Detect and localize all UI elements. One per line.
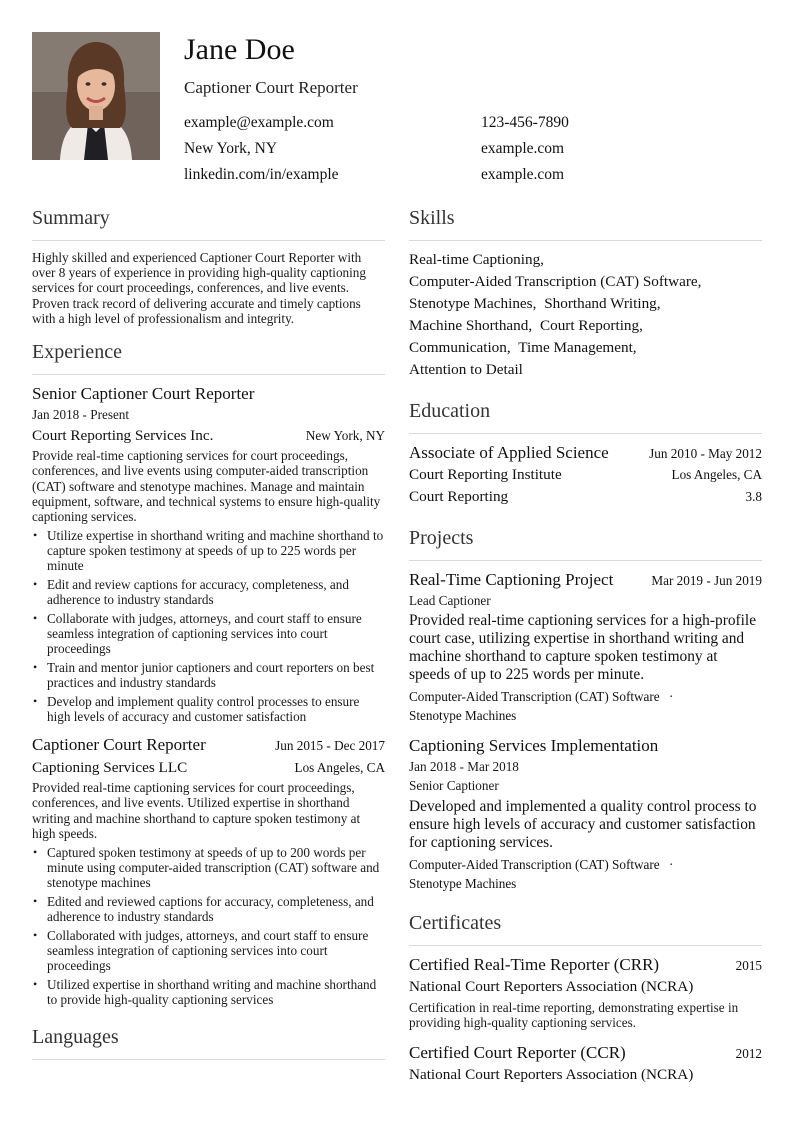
job-entry — [32, 383, 385, 724]
job-bullet: • Train and mentor junior captioners and court reporters on best practices and industry standards — [32, 660, 385, 690]
certificate-year: 2015 — [735, 957, 762, 973]
job-location: Los Angeles, CA — [294, 760, 385, 776]
job-title: Captioner Court Reporter — [32, 735, 206, 755]
education-field: Court Reporting — [409, 488, 509, 505]
project-keywords — [409, 687, 762, 725]
education-gpa: 3.8 — [745, 489, 762, 504]
job-company: Court Reporting Services Inc. — [32, 427, 214, 445]
candidate-title: Captioner Court Reporter — [184, 78, 358, 97]
project-keywords — [409, 855, 762, 893]
job-title: Senior Captioner Court Reporter — [32, 384, 255, 404]
languages-section — [32, 1023, 385, 1060]
job-bullet: • Edit and review captions for accuracy, completeness, and adherence to industry standards — [32, 577, 385, 607]
contact-location: New York, NY — [184, 140, 278, 157]
certificate-issuer: National Court Reporters Association (NCRA) — [409, 1066, 694, 1084]
job-bullet: • Captured spoken testimony at speeds of up to 200 words per minute using computer-aided transcription (CAT) software and stenotype machines — [32, 845, 385, 890]
project-keyword: Computer-Aided Transcription (CAT) Software — [409, 856, 660, 872]
projects-heading: Projects — [409, 524, 762, 561]
skill-tag: Stenotype Machines, — [409, 295, 537, 312]
skills-list — [409, 249, 762, 381]
job-bullet: • Edited and reviewed captions for accuracy, completeness, and adherence to industry standards — [32, 894, 385, 924]
project-keyword: Stenotype Machines — [409, 708, 517, 724]
certificate-description: Certification in real-time reporting, demonstrating expertise in providing high-quality captioning services. — [409, 999, 739, 1030]
contact-website[interactable]: example.com — [481, 140, 565, 157]
project-title: Captioning Services Implementation — [409, 736, 659, 756]
right-column — [409, 204, 762, 1086]
education-heading: Education — [409, 397, 762, 434]
contact-website-2[interactable]: example.com — [481, 166, 565, 183]
skill-tag: Communication, — [409, 339, 511, 356]
contact-email[interactable]: example@example.com — [184, 114, 334, 131]
job-description: Provided real-time captioning services for court proceedings, conferences, and live events. Utilized expertise in shorthand writing and machine shorthand to capture spoken testimony at high speeds. — [32, 780, 361, 841]
job-bullets — [32, 528, 385, 724]
job-description: Provide real-time captioning services for court proceedings, conferences, and live events using computer-aided transcription (CAT) software and stenotype machines. Manage and maintain equipment, software, and technical systems to ensure high-quality captioning services. — [32, 448, 381, 525]
job-dates: Jan 2018 - Present — [32, 407, 130, 423]
project-dates: Mar 2019 - Jun 2019 — [651, 573, 762, 588]
keyword-separator: · — [668, 689, 674, 705]
summary-heading: Summary — [32, 204, 385, 241]
certificate-entry — [409, 1042, 762, 1086]
education-dates: Jun 2010 - May 2012 — [649, 446, 762, 461]
education-institution: Court Reporting Institute — [409, 466, 562, 483]
skills-section — [409, 204, 762, 381]
project-entry — [409, 735, 762, 892]
certificate-issuer: National Court Reporters Association (NCRA) — [409, 977, 694, 995]
skill-tag: Real-time Captioning, — [409, 251, 544, 268]
project-role: Senior Captioner — [409, 778, 499, 794]
skill-tag: Machine Shorthand, — [409, 317, 533, 334]
summary-text: Highly skilled and experienced Captioner Court Reporter with over 8 years of experience in providing high-quality captioning services for court proceedings, conferences, and live events. Proven track record of delivering accurate and timely captions with a high level of professionalism and integrity. — [32, 250, 366, 326]
skill-tag: Attention to Detail — [409, 361, 523, 378]
job-bullet: • Collaborated with judges, attorneys, and court staff to ensure seamless integration of captioning services into court proceedings — [32, 928, 385, 973]
job-bullet: • Utilized expertise in shorthand writing and machine shorthand to provide high-quality captioning services — [32, 977, 385, 1007]
certificates-heading: Certificates — [409, 909, 762, 946]
project-description: Provided real-time captioning services for a high-profile court case, utilizing expertise in shorthand writing and machine shorthand to capture spoken testimony at speeds of up to 225 words per minute. — [409, 612, 757, 684]
job-entry — [32, 734, 385, 1007]
left-column — [32, 204, 385, 1068]
project-title: Real-Time Captioning Project — [409, 570, 614, 589]
certificates-section — [409, 909, 762, 1086]
certificate-entry — [409, 954, 762, 1030]
skill-tag: Time Management, — [518, 339, 637, 356]
project-description: Developed and implemented a quality control process to ensure high levels of accuracy and customer satisfaction for captioning services. — [409, 797, 757, 851]
keyword-separator: · — [668, 856, 674, 872]
contact-phone[interactable]: 123-456-7890 — [481, 114, 569, 131]
education-location: Los Angeles, CA — [671, 467, 762, 482]
project-dates: Jan 2018 - Mar 2018 — [409, 759, 519, 775]
languages-heading: Languages — [32, 1023, 385, 1060]
candidate-name: Jane Doe — [184, 33, 295, 66]
job-bullet: • Collaborate with judges, attorneys, and court staff to ensure seamless integration of captioning services into court proceedings — [32, 611, 385, 656]
skills-heading: Skills — [409, 204, 762, 241]
certificate-title: Certified Real-Time Reporter (CRR) — [409, 954, 660, 974]
contact-linkedin[interactable]: linkedin.com/in/example — [184, 166, 339, 183]
project-role: Lead Captioner — [409, 593, 491, 608]
job-bullet: • Utilize expertise in shorthand writing and machine shorthand to capture spoken testimony at speeds of up to 225 words per minute — [32, 528, 385, 573]
job-bullet: • Develop and implement quality control processes to ensure high levels of accuracy and customer satisfaction — [32, 694, 385, 724]
project-keyword: Stenotype Machines — [409, 875, 517, 891]
job-location: New York, NY — [305, 428, 385, 444]
job-bullets — [32, 845, 385, 1007]
project-entry — [409, 569, 762, 725]
job-company: Captioning Services LLC — [32, 759, 188, 777]
project-keyword: Computer-Aided Transcription (CAT) Software — [409, 689, 660, 705]
experience-section — [32, 338, 385, 1007]
experience-heading: Experience — [32, 338, 385, 375]
profile-photo — [32, 32, 160, 160]
job-dates: Jun 2015 - Dec 2017 — [275, 738, 385, 754]
summary-section — [32, 204, 385, 326]
certificate-year: 2012 — [735, 1046, 762, 1062]
certificate-title: Certified Court Reporter (CCR) — [409, 1043, 626, 1063]
education-section — [409, 397, 762, 508]
education-degree: Associate of Applied Science — [409, 443, 609, 462]
projects-section — [409, 524, 762, 893]
skill-tag: Computer-Aided Transcription (CAT) Software, — [409, 273, 702, 290]
skill-tag: Court Reporting, — [539, 317, 643, 334]
skill-tag: Shorthand Writing, — [544, 295, 661, 312]
